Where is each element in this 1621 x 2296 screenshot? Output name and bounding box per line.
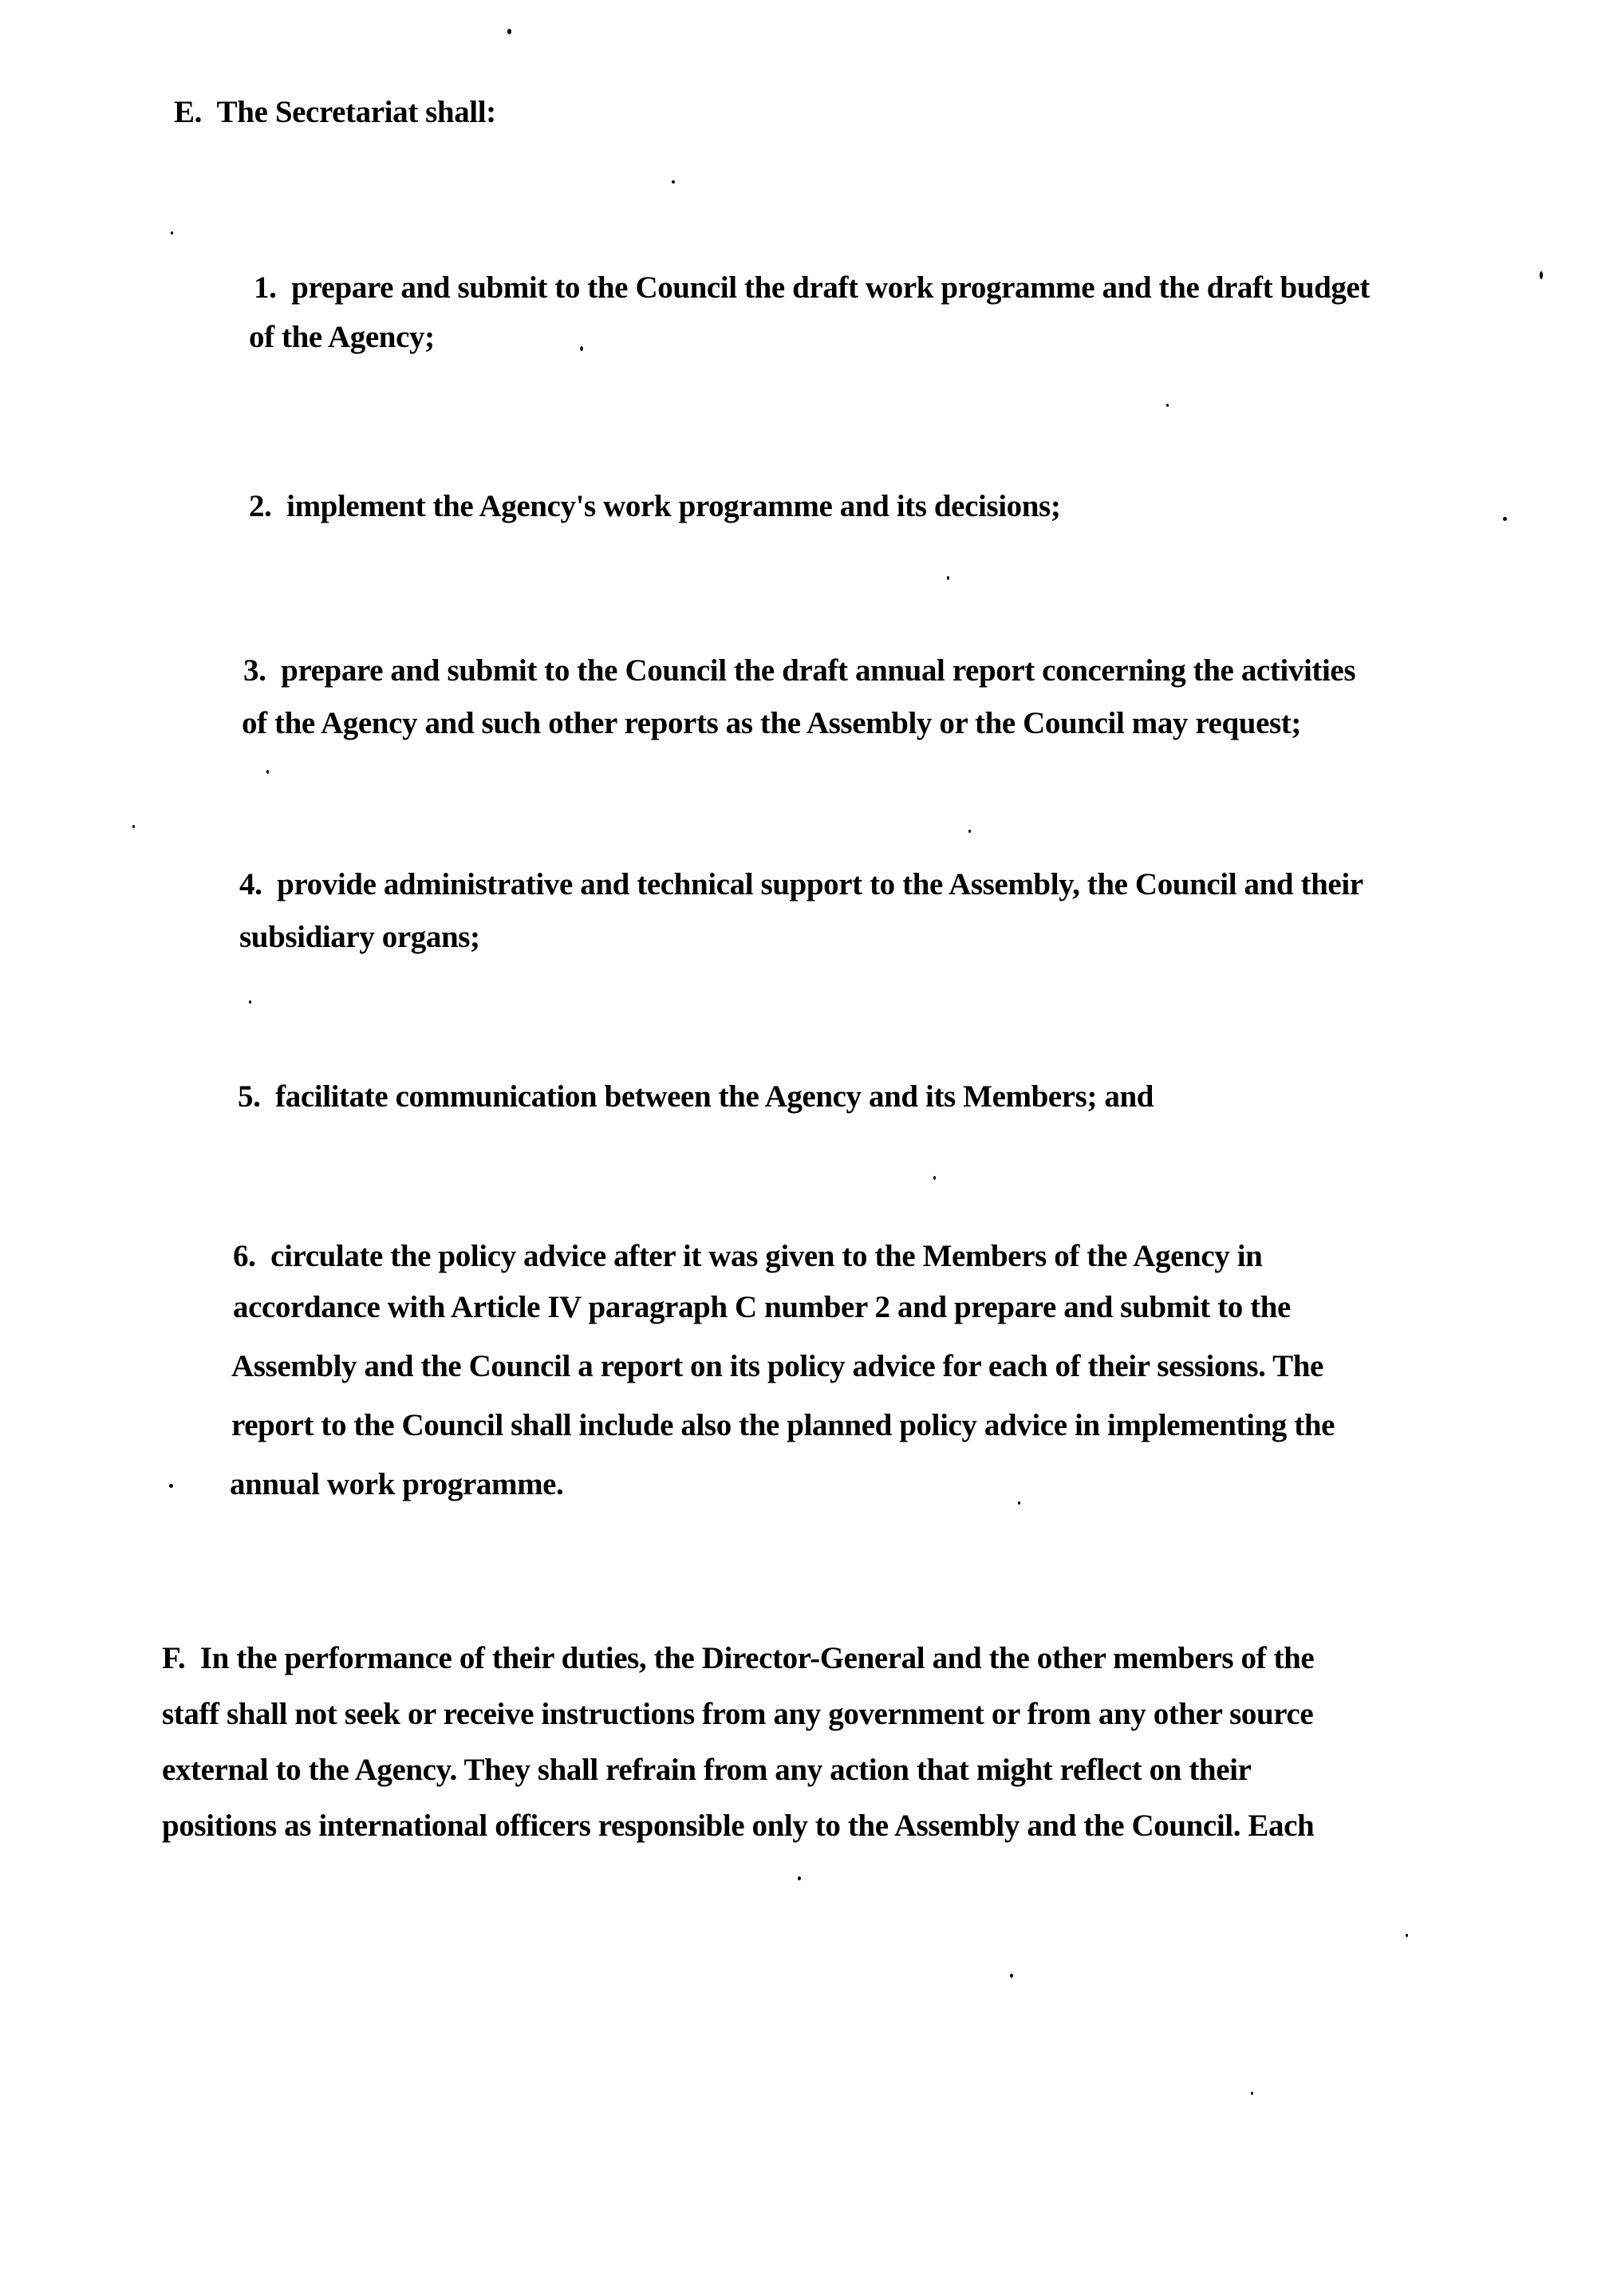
list-item-6-line-3: [231, 1348, 1323, 1384]
item-text: Assembly and the Council a report on its policy advice for each of their sessions. The: [231, 1349, 1323, 1383]
section-f-line-3: [162, 1752, 1251, 1788]
list-item-1-line-2: [249, 319, 435, 355]
section-label: E.: [174, 95, 202, 129]
paragraph-text: external to the Agency. They shall refrain from any action that might reflect on their: [162, 1753, 1252, 1787]
item-text: report to the Council shall include also the planned policy advice in implementing the: [231, 1408, 1335, 1442]
section-f-line-4: [162, 1808, 1314, 1844]
scan-speck: [507, 29, 511, 34]
paragraph-text: staff shall not seek or receive instructions from any government or from any other source: [162, 1697, 1314, 1731]
scan-speck: [580, 346, 583, 351]
item-number: 2.: [249, 489, 272, 523]
heading-text: The Secretariat shall:: [216, 95, 496, 129]
item-text: of the Agency and such other reports as the Assembly or the Council may request;: [242, 706, 1301, 740]
section-e-heading: [174, 94, 496, 130]
scan-speck: [1251, 2092, 1253, 2095]
list-item-3-line-2: [242, 705, 1301, 741]
scan-speck: [1018, 1501, 1020, 1505]
item-text: facilitate communication between the Agency and its Members; and: [275, 1079, 1154, 1114]
item-text: of the Agency;: [249, 320, 435, 354]
item-text: annual work programme.: [230, 1467, 564, 1501]
scan-speck: [672, 180, 675, 183]
list-item-3-line-1: [243, 653, 1355, 688]
paragraph-text: positions as international officers responsible only to the Assembly and the Council. Each: [162, 1809, 1315, 1843]
list-item-4-line-1: [239, 866, 1363, 902]
list-item-6-line-4: [231, 1407, 1335, 1443]
item-text: subsidiary organs;: [239, 920, 480, 954]
item-text: provide administrative and technical support to the Assembly, the Council and their: [277, 867, 1363, 901]
scan-speck: [249, 1000, 251, 1004]
list-item-5: [238, 1079, 1154, 1114]
list-item-2: [249, 488, 1060, 524]
item-number: 1.: [254, 270, 277, 305]
section-f-line-2: [162, 1696, 1313, 1732]
scan-speck: [1540, 271, 1543, 279]
item-text: accordance with Article IV paragraph C number 2 and prepare and submit to the: [233, 1290, 1291, 1324]
list-item-6-line-2: [233, 1289, 1291, 1325]
item-text: prepare and submit to the Council the draft annual report concerning the activities: [281, 653, 1356, 688]
paragraph-text: In the performance of their duties, the Director-General and the other members of the: [199, 1641, 1315, 1675]
scan-speck: [169, 1484, 173, 1488]
list-item-1-line-1: [254, 270, 1490, 306]
item-text: implement the Agency's work programme and its decisions;: [286, 489, 1061, 523]
scan-speck: [933, 1176, 936, 1180]
item-text: circulate the policy advice after it was given to the Members of the Agency in: [270, 1239, 1263, 1273]
scan-speck: [1166, 404, 1169, 407]
item-number: 3.: [243, 653, 266, 688]
scan-speck: [1406, 1934, 1408, 1937]
list-item-4-line-2: [239, 919, 480, 955]
list-item-6-line-1: [233, 1238, 1262, 1274]
scan-speck: [947, 576, 949, 580]
scan-speck: [1010, 1974, 1013, 1978]
scan-speck: [266, 770, 269, 774]
scan-speck: [171, 231, 173, 235]
item-text: prepare and submit to the Council the draft work programme and the draft budget: [291, 270, 1370, 305]
item-number: 4.: [239, 867, 262, 901]
scan-speck: [132, 825, 135, 828]
scan-speck: [798, 1876, 801, 1880]
scan-speck: [1503, 517, 1507, 521]
item-number: 5.: [238, 1079, 261, 1114]
section-f-line-1: [162, 1640, 1314, 1676]
section-label: F.: [162, 1641, 186, 1675]
item-number: 6.: [233, 1239, 256, 1273]
list-item-6-line-5: [230, 1466, 563, 1502]
scan-speck: [968, 830, 971, 833]
